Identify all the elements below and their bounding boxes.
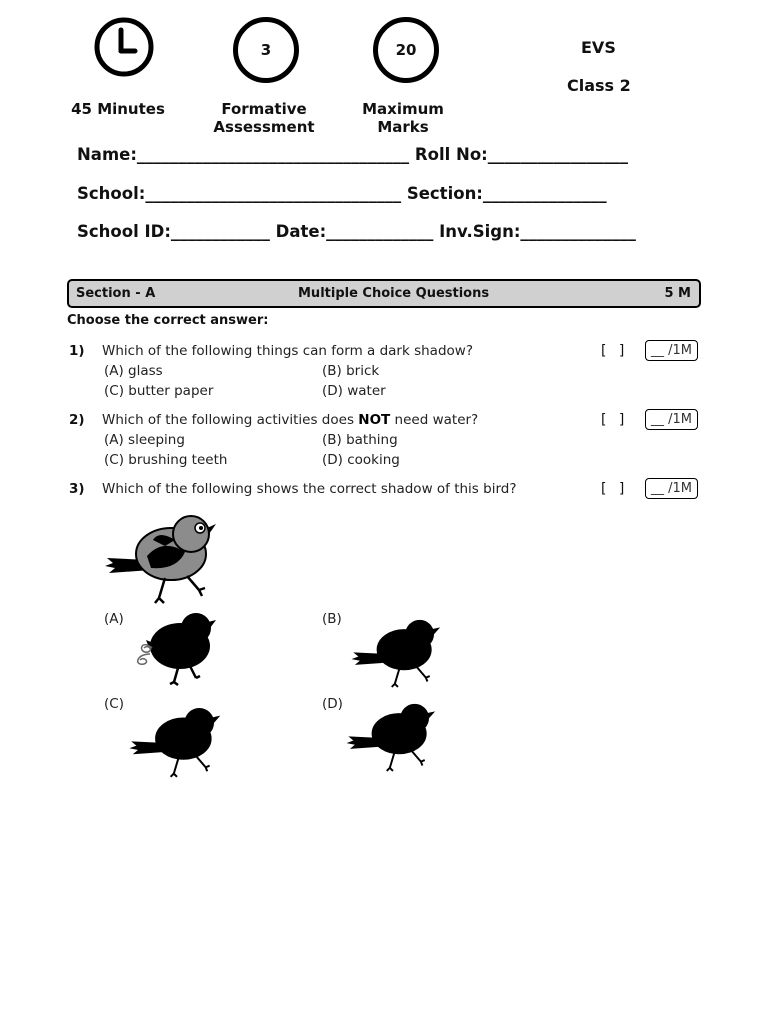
question-number: 3) (69, 481, 85, 497)
option-a[interactable]: (A) glass (104, 363, 163, 379)
mark-box: __ /1M (645, 409, 698, 430)
mark-box: __ /1M (645, 340, 698, 361)
shadow-option-c[interactable] (128, 702, 222, 780)
section-header-bar (67, 279, 701, 308)
figure-option-a-label[interactable]: (A) (104, 611, 124, 627)
duration-label: 45 Minutes (71, 100, 165, 118)
name-rollno-field[interactable]: Name:_________________________________ Roll No:_________________ (77, 145, 629, 164)
shadow-option-a[interactable] (130, 608, 222, 686)
question-text-emphasis: NOT (358, 412, 391, 428)
figure-option-b-label[interactable]: (B) (322, 611, 342, 627)
assessment-label: Formative Assessment (213, 100, 315, 136)
subject-label: EVS (581, 38, 616, 57)
option-d[interactable]: (D) water (322, 383, 386, 399)
question-text-part: need water? (390, 412, 479, 428)
max-marks-label: Maximum Marks (362, 100, 444, 136)
shadow-option-b[interactable] (350, 614, 442, 690)
option-d[interactable]: (D) cooking (322, 452, 400, 468)
class-label: Class 2 (567, 76, 631, 95)
clock-icon (93, 16, 155, 78)
question-text-part: Which of the following activities does (102, 412, 359, 428)
option-c[interactable]: (C) brushing teeth (104, 452, 228, 468)
answer-bracket[interactable]: [ ] (601, 481, 625, 497)
option-b[interactable]: (B) bathing (322, 432, 398, 448)
section-name: Section - A (76, 286, 156, 301)
section-marks: 5 M (664, 286, 691, 301)
instruction-text: Choose the correct answer: (67, 313, 269, 328)
answer-bracket[interactable]: [ ] (601, 343, 625, 359)
max-marks-badge: 20 (373, 17, 439, 83)
question-number: 1) (69, 343, 85, 359)
assessment-number-badge: 3 (233, 17, 299, 83)
figure-option-c-label[interactable]: (C) (104, 696, 124, 712)
schoolid-date-sign-field[interactable]: School ID:____________ Date:_____________ Inv.Sign:______________ (77, 222, 636, 241)
bird-image (103, 508, 218, 606)
answer-bracket[interactable]: [ ] (601, 412, 625, 428)
mark-box: __ /1M (645, 478, 698, 499)
question-text: Which of the following things can form a dark shadow? (102, 343, 473, 359)
question-text: Which of the following shows the correct shadow of this bird? (102, 481, 517, 497)
question-text (102, 412, 478, 428)
shadow-option-d[interactable] (345, 698, 437, 774)
section-title: Multiple Choice Questions (298, 286, 490, 301)
school-section-field[interactable]: School:_______________________________ Section:_______________ (77, 184, 607, 203)
figure-option-d-label[interactable]: (D) (322, 696, 343, 712)
option-a[interactable]: (A) sleeping (104, 432, 185, 448)
option-c[interactable]: (C) butter paper (104, 383, 214, 399)
option-b[interactable]: (B) brick (322, 363, 380, 379)
question-number: 2) (69, 412, 85, 428)
